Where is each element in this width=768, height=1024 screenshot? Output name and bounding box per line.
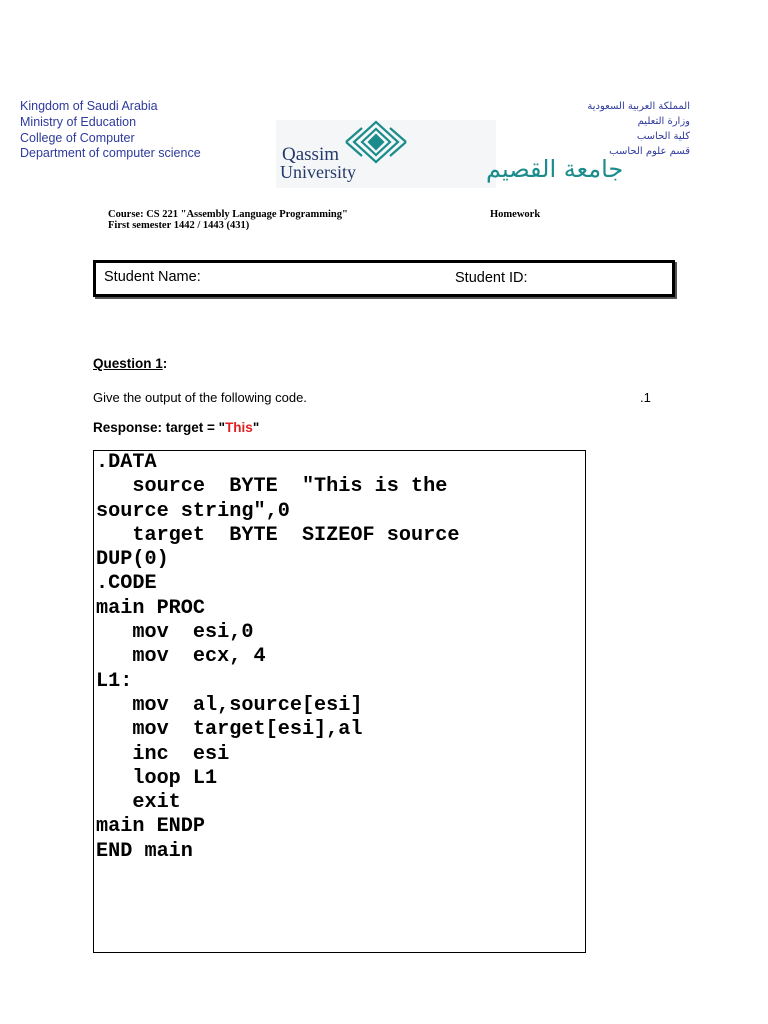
code-line: mov al,source[esi]	[96, 693, 363, 717]
course-title: Course: CS 221 "Assembly Language Programming"	[108, 209, 348, 220]
response-answer: This	[225, 420, 253, 435]
header-left-line: College of Computer	[20, 130, 135, 145]
logo-english-line1: Qassim	[282, 144, 339, 165]
question-colon: :	[162, 356, 168, 371]
logo-emblem	[346, 122, 406, 162]
code-listing-box	[93, 450, 586, 953]
code-line: mov target[esi],al	[96, 718, 363, 742]
code-line: END main	[96, 839, 193, 863]
university-logo	[276, 120, 624, 188]
code-line: source BYTE "This is the	[96, 475, 448, 499]
header-right-line: وزارة التعليم	[637, 116, 690, 127]
student-id-label: Student ID:	[455, 270, 528, 286]
header-left-line: Department of computer science	[20, 146, 201, 161]
response-suffix: "	[252, 420, 260, 435]
header-left-line: Ministry of Education	[20, 114, 137, 129]
student-name-label: Student Name:	[104, 269, 201, 285]
header-right	[587, 99, 690, 159]
logo-english-line2: University	[280, 162, 356, 182]
code-line: main ENDP	[96, 815, 206, 839]
code-line: DUP(0)	[96, 548, 169, 572]
code-line: .CODE	[96, 572, 157, 596]
assignment-type: Homework	[490, 209, 541, 220]
header-right-line: قسم علوم الحاسب	[609, 146, 690, 157]
code-line: main PROC	[96, 596, 206, 620]
course-semester: First semester 1442 / 1443 (431)	[108, 220, 250, 231]
question-heading	[93, 356, 167, 371]
question-title: Question 1	[93, 356, 163, 371]
question-number: .1	[640, 390, 651, 405]
response-prefix: Response: target = "	[93, 420, 226, 435]
student-info-box	[93, 260, 675, 297]
code-line: loop L1	[96, 766, 218, 790]
university-logo-graphic	[276, 120, 624, 188]
header-left-line: Kingdom of Saudi Arabia	[20, 99, 158, 113]
header-left	[20, 99, 201, 162]
code-line: L1:	[96, 669, 133, 693]
code-line: mov esi,0	[96, 621, 254, 645]
logo-arabic: جامعة القصيم	[486, 155, 624, 183]
code-line: target BYTE SIZEOF source	[96, 523, 460, 547]
code-line: mov ecx, 4	[96, 645, 266, 669]
header-right-line: المملكة العربية السعودية	[587, 101, 690, 112]
header-right-line: كلية الحاسب	[636, 131, 690, 142]
code-line: inc esi	[96, 742, 230, 766]
code-line: source string",0	[96, 499, 290, 523]
code-line: exit	[96, 791, 181, 815]
response-line	[93, 420, 259, 435]
code-listing	[94, 451, 585, 864]
question-prompt: Give the output of the following code.	[93, 390, 307, 405]
course-info	[108, 209, 348, 231]
code-line: .DATA	[96, 451, 157, 474]
